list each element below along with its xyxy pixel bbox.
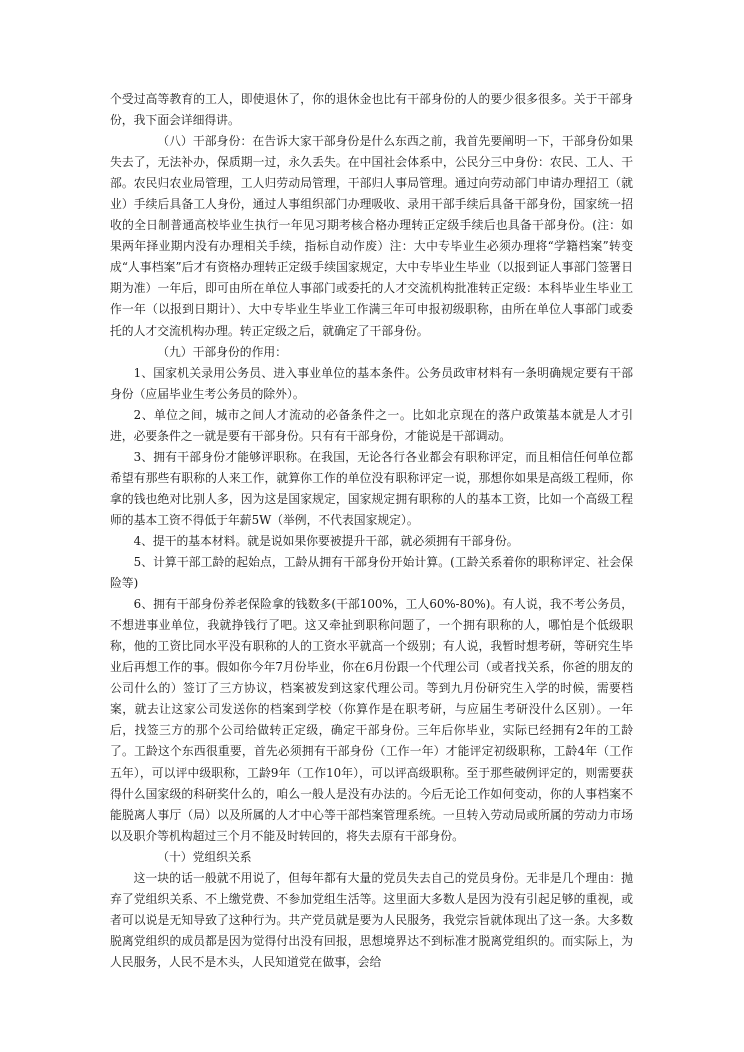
paragraph-retirement-intro: 个受过高等教育的工人，即使退休了，你的退休金也比有干部身份的人的要少很多很多。关于干部身份，我下面会详细得讲。 [110, 92, 633, 128]
paragraph-party-membership: 这一块的话一般就不用说了，但每年都有大量的党员失去自己的党员身份。无非是几个理由：抛弃了党组织关系、不上缴党费、不参加党组生活等。这里面大多数人是因为没有引起足够的重视，或者可以说是无知导致了这种行为。共产党员就是要为人民服务，我党宗旨就体现出了这一条。大多数脱离党组织的成员都是因为觉得付出没有回报，思想境界达不到标准才脱离党组织的。而实际上，为人民服务，人民不是木头，人民知道党在做事，会给 [110, 870, 633, 969]
section-heading-10-party-relations: （十）党组织关系 [157, 849, 252, 864]
paragraph-role-5-seniority: 5、计算干部工龄的起始点，工龄从拥有干部身份开始计算。(工龄关系着你的职称评定、社会保险等) [110, 555, 633, 591]
paragraph-role-2-talent-mobility: 2、单位之间，城市之间人才流动的必备条件之一。比如北京现在的落户政策基本就是人才引进，必要条件之一就是要有干部身份。只有有干部身份，才能说是干部调动。 [110, 407, 633, 443]
section-heading-9-cadre-status-roles: （九）干部身份的作用： [157, 344, 287, 359]
paragraph-section-8-cadre-status: （八）干部身份：在告诉大家干部身份是什么东西之前，我首先要阐明一下，干部身份如果失去了，无法补办，保质期一过，永久丢失。在中国社会体系中，公民分三中身份：农民、工人、干部。农民归农业局管理，工人归劳动局管理，干部归人事局管理。通过向劳动部门申请办理招工（就业）手续后具备工人身份，通过人事组织部门办理吸收、录用干部手续后具备干部身份，国家统一招收的全日制普通高校毕业生执行一年见习期考核合格办理转正定级手续后也具备干部身份。(注：如果两年择业期内没有办理相关手续，指标自动作废）注：大中专毕业生必须办理将“学籍档案”转变成“人事档案”后才有资格办理转正定级手续国家规定，大中专毕业生毕业（以报到证人事部门签署日期为准）一年后，即可由所在单位人事部门或委托的人才交流机构批准转正定级：本科毕业生毕业工作一年（以报到日期计）、大中专毕业生毕业工作满三年可申报初级职称，由所在单位人事部门或委托的人才交流机构办理。转正定级之后，就确定了干部身份。 [110, 134, 633, 338]
paragraph-role-4-promotion: 4、提干的基本材料。就是说如果你要被提升干部，就必须拥有干部身份。 [133, 533, 519, 548]
paragraph-role-6-pension: 6、拥有干部身份养老保险拿的钱数多(干部100%，工人60%-80%)。有人说，我不考公务员，不想进事业单位，我就挣钱行了吧。这又牵扯到职称问题了，一个拥有职称的人，哪怕是个低级职称，他的工资比同水平没有职称的人的工资水平就高一个级别；有人说，我暂时想考研，等研究生毕业后再想工作的事。假如你今年7月份毕业，你在6月份跟一个代理公司（或者找关系，你爸的朋友的公司什么的）签订了三方协议，档案被发到这家代理公司。等到九月份研究生入学的时候，需要档案，就去让这家公司发送你的档案到学校（你算作是在职考研，与应届生考研没什么区别）。一年后，找签三方的那个公司给做转正定级，确定干部身份。三年后你毕业，实际已经拥有2年的工龄了。工龄这个东西很重要，首先必须拥有干部身份（工作一年）才能评定初级职称，工龄4年（工作五年），可以评中级职称，工龄9年（工作10年），可以评高级职称。至于那些破例评定的，则需要获得什么国家级的科研奖什么的，咱么一般人是没有办法的。今后无论工作如何变动，你的人事档案不能脱离人事厅（局）以及所属的人才中心等干部档案管理系统。一旦转入劳动局或所属的劳动力市场以及职介等机构超过三个月不能及时转回的，将失去原有干部身份。 [110, 597, 633, 843]
paragraph-role-1-civil-service: 1、国家机关录用公务员、进入事业单位的基本条件。公务员政审材料有一条明确规定要有干部身份（应届毕业生考公务员的除外）。 [110, 365, 633, 401]
document-body [110, 89, 633, 973]
paragraph-role-3-professional-title: 3、拥有干部身份才能够评职称。在我国，无论各行各业都会有职称评定，而且相信任何单位都希望有那些有职称的人来工作，就算你工作的单位没有职称评定一说，那想你如果是高级工程师，你拿的钱也绝对比别人多，因为这是国家规定，国家规定拥有职称的人的基本工资，比如一个高级工程师的基本工资不得低于年薪5W（举例，不代表国家规定）。 [110, 449, 633, 527]
